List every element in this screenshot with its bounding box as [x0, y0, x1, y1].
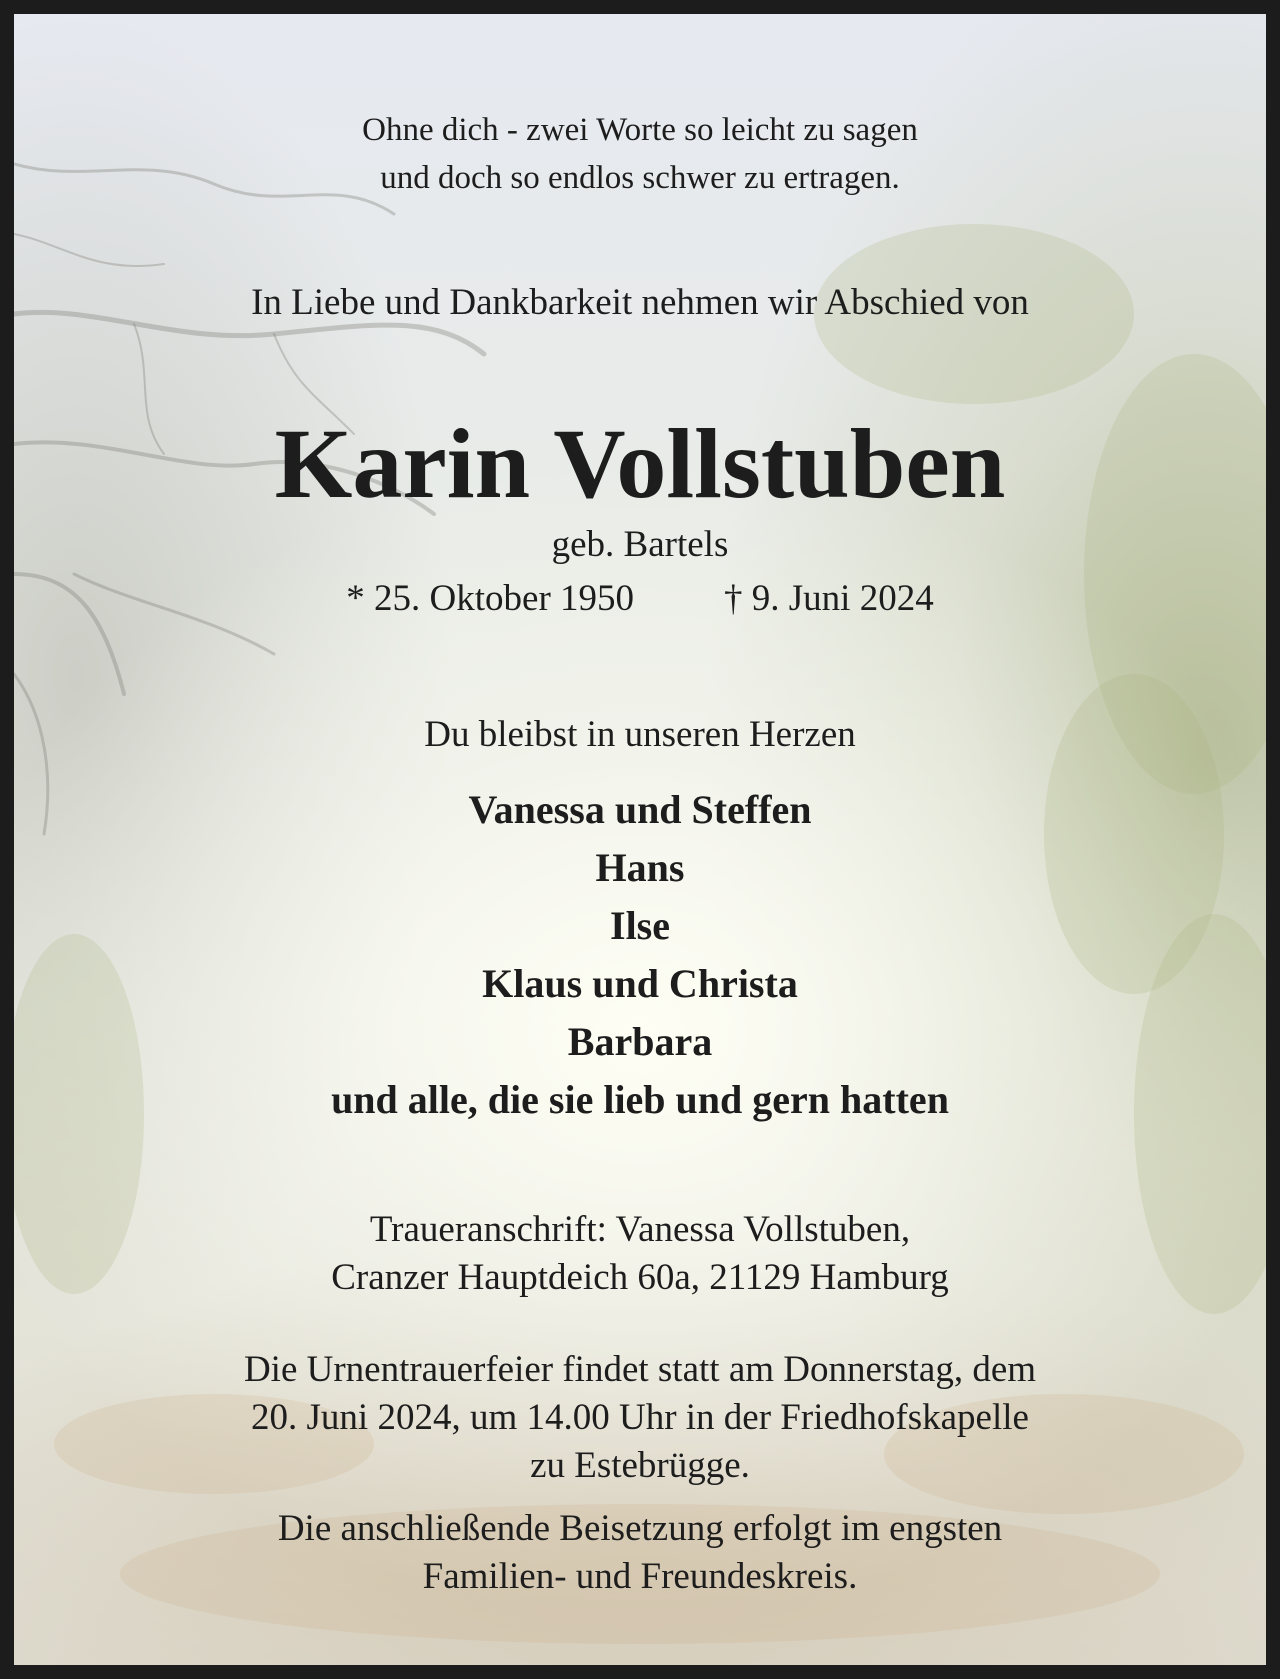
- burial-line: Die anschließende Beisetzung erfolgt im engsten: [277, 1508, 1003, 1549]
- verse-line: und doch so endlos schwer zu ertragen.: [380, 160, 900, 196]
- verse: [14, 106, 1266, 202]
- mourner-entry: und alle, die sie lieb und gern hatten: [331, 1077, 949, 1122]
- burial-info: [14, 1505, 1266, 1601]
- address-line: Cranzer Hauptdeich 60a, 21129 Hamburg: [331, 1257, 949, 1298]
- maiden-name: geb. Bartels: [551, 524, 729, 565]
- burial-line: Familien- und Freundeskreis.: [422, 1556, 858, 1597]
- mourner-entry: Barbara: [567, 1019, 713, 1064]
- verse-line: Ohne dich - zwei Worte so leicht zu sagen: [362, 112, 918, 148]
- ceremony-line: 20. Juni 2024, um 14.00 Uhr in der Friedhofskapelle: [251, 1397, 1029, 1438]
- address-line: Traueranschrift: Vanessa Vollstuben,: [369, 1209, 911, 1250]
- mourning-address: [14, 1206, 1266, 1302]
- ceremony-line: zu Estebrügge.: [530, 1445, 750, 1486]
- farewell-intro: In Liebe und Dankbarkeit nehmen wir Abschied von: [251, 282, 1029, 323]
- mourner-entry: Klaus und Christa: [482, 961, 798, 1006]
- mourner-entry: Hans: [595, 845, 685, 890]
- deceased-name: Karin Vollstuben: [274, 408, 1006, 519]
- death-date: † 9. Juni 2024: [724, 578, 934, 619]
- birth-date: * 25. Oktober 1950: [346, 578, 635, 619]
- life-dates: [14, 575, 1266, 623]
- obituary-notice: [14, 14, 1266, 1665]
- mourners-list: [14, 781, 1266, 1129]
- motto: Du bleibst in unseren Herzen: [424, 714, 856, 755]
- mourner-entry: Ilse: [610, 903, 670, 948]
- ceremony-line: Die Urnentrauerfeier findet statt am Donnerstag, dem: [243, 1349, 1037, 1390]
- ceremony-info: [14, 1346, 1266, 1490]
- mourner-entry: Vanessa und Steffen: [468, 787, 812, 832]
